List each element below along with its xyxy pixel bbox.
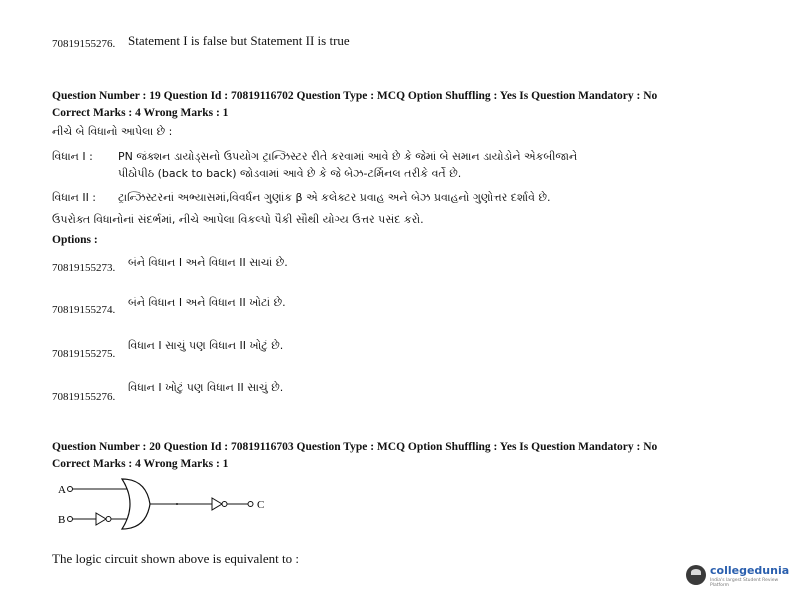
collegedunia-logo-icon xyxy=(686,565,706,585)
statement-2-line-1: ટ્રાન્ઝિસ્ટરનાં અભ્યાસમાં,વિવર્ધન ગુણાંક β એ કલેક્ટર પ્રવાહ અને બેઝ પ્રવાહનો ગુણોત્તર દર્શાવે છે. xyxy=(118,191,551,204)
option-2-text[interactable]: બંને વિધાન I અને વિધાન II ખોટાં છે. xyxy=(128,296,286,309)
option-3-id: 70819155275. xyxy=(52,348,116,360)
or-gate xyxy=(122,479,150,529)
option-1-text[interactable]: બંને વિધાન I અને વિધાન II સાચાં છે. xyxy=(128,256,288,269)
q20-header: Question Number : 20 Question Id : 70819116703 Question Type : MCQ Option Shuffling : Yes Is Question Mandatory : No xyxy=(52,441,658,453)
q19-instruction: ઉપરોક્ત વિધાનોનાં સંદર્ભમાં, નીચે આપેલા વિકલ્પો પૈકી સૌથી યોગ્ય ઉત્તર પસંદ કરો. xyxy=(52,213,424,226)
option-3-text[interactable]: વિધાન I સાચું પણ વિધાન II ખોટું છે. xyxy=(128,339,284,352)
statement-2-label: વિધાન II : xyxy=(52,191,97,204)
collegedunia-watermark xyxy=(686,563,790,589)
input-b-terminal xyxy=(68,517,73,522)
prev-option-id: 70819155276. xyxy=(52,38,116,50)
logic-circuit-diagram xyxy=(52,472,292,536)
q19-marks: Correct Marks : 4 Wrong Marks : 1 xyxy=(52,107,229,119)
q19-intro: નીચે બે વિધાનો આપેલા છે : xyxy=(52,125,173,138)
option-2-id: 70819155274. xyxy=(52,304,116,316)
option-4-id: 70819155276. xyxy=(52,391,116,403)
option-1-id: 70819155273. xyxy=(52,262,116,274)
output-terminal xyxy=(248,502,253,507)
prev-option-text: Statement I is false but Statement II is true xyxy=(128,33,350,48)
watermark-brand: collegedunia xyxy=(710,564,790,577)
option-4-text[interactable]: વિધાન I ખોટું પણ વિધાન II સાચું છે. xyxy=(128,381,284,394)
output-c-label: C xyxy=(257,499,265,511)
input-a-terminal xyxy=(68,487,73,492)
options-label: Options : xyxy=(52,234,98,246)
not-gate-out xyxy=(212,498,222,510)
not-gate-b xyxy=(96,513,106,525)
input-a-label: A xyxy=(58,484,66,496)
watermark-tagline: India's largest Student Review Platform xyxy=(710,578,779,588)
not-gate-out-bubble xyxy=(222,502,227,507)
q20-marks: Correct Marks : 4 Wrong Marks : 1 xyxy=(52,458,229,470)
not-gate-b-bubble xyxy=(106,517,111,522)
q19-header: Question Number : 19 Question Id : 70819116702 Question Type : MCQ Option Shuffling : Yes Is Question Mandatory : No xyxy=(52,90,658,102)
input-b-label: B xyxy=(58,514,66,526)
statement-1-line-1: PN જંક્શન ડાયોડ્સનો ઉપયોગ ટ્રાન્ઝિસ્ટર રીતે કરવામાં આવે છે કે જેમાં બે સમાન ડાયોડોને એકબીજાને xyxy=(118,150,578,163)
statement-1-label: વિધાન I : xyxy=(52,150,93,163)
q20-question: The logic circuit shown above is equivalent to : xyxy=(52,551,299,566)
statement-1-line-2: પીઠોપીઠ (back to back) જોડવામાં આવે છે કે જે બેઝ-ટર્મિનલ તરીકે વર્તે છે. xyxy=(118,167,462,180)
